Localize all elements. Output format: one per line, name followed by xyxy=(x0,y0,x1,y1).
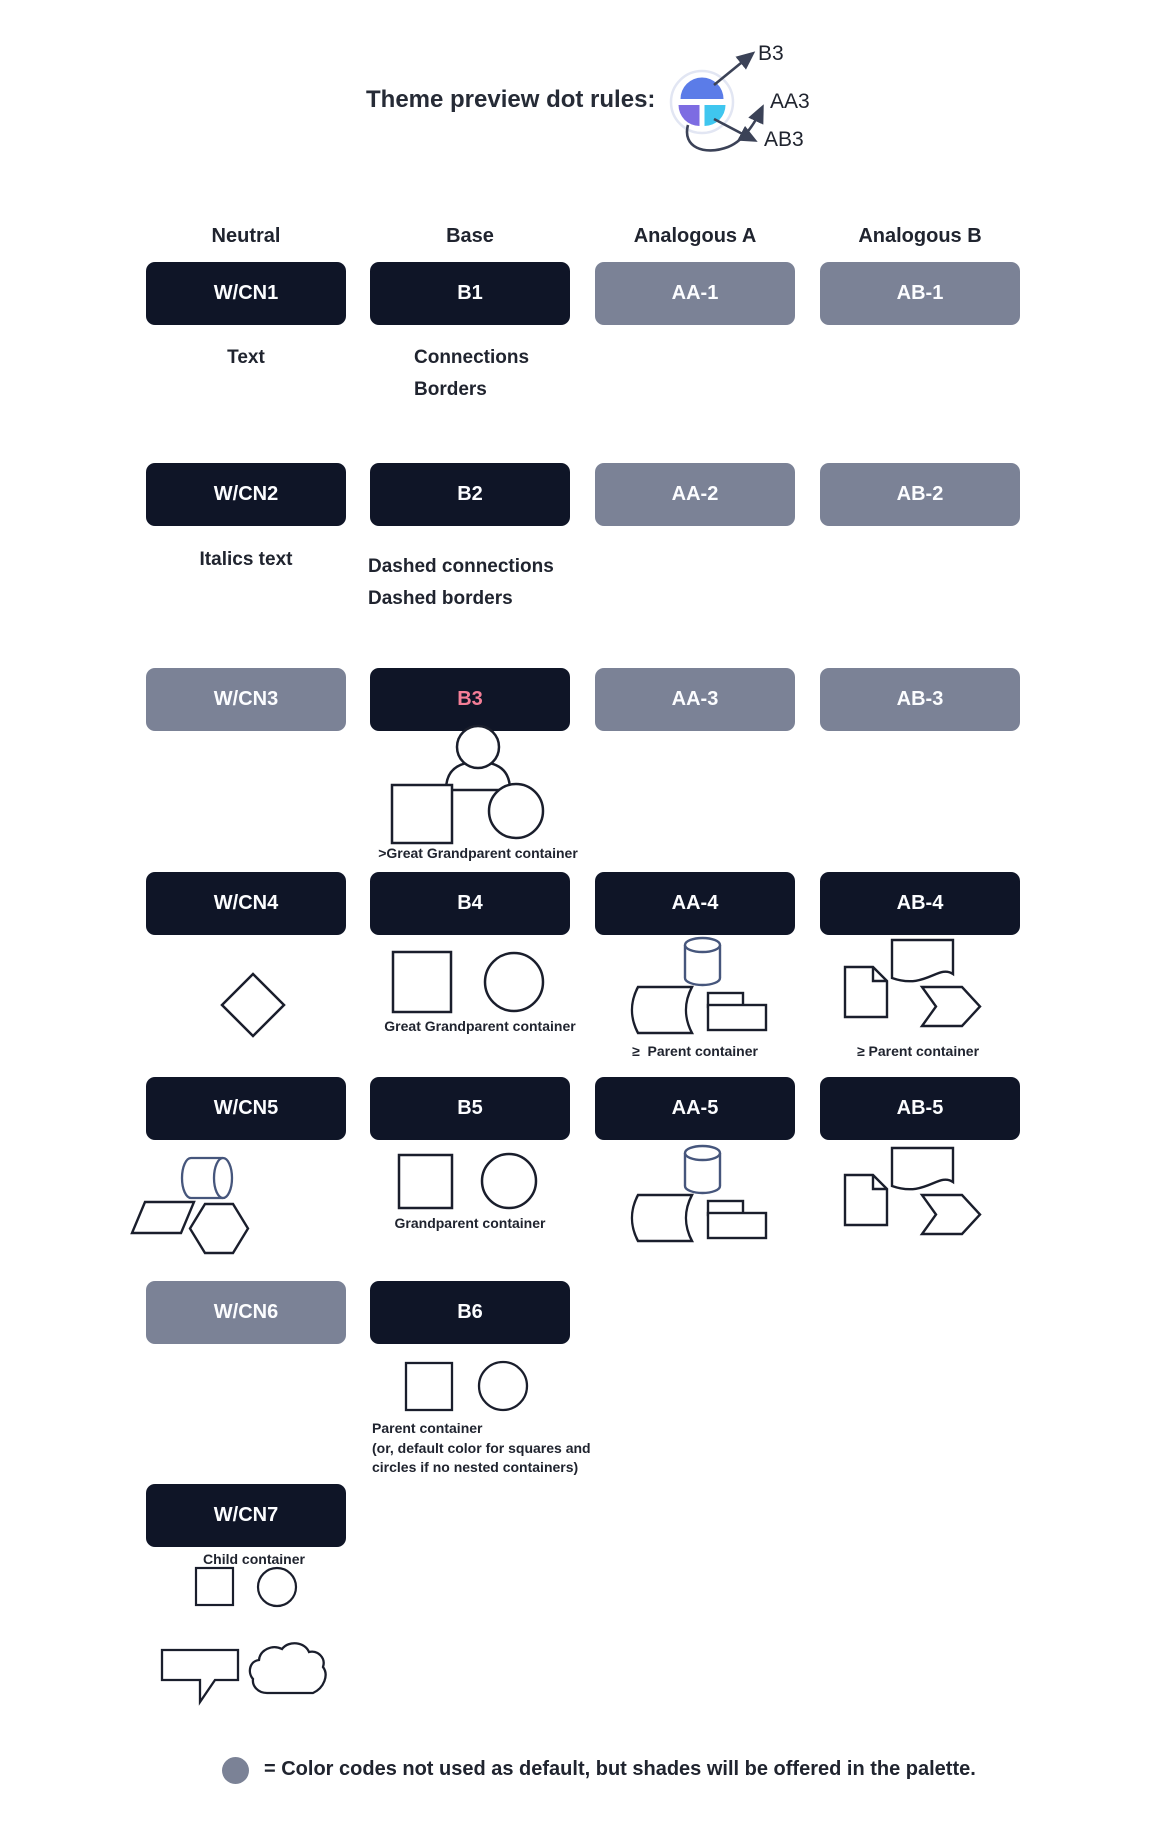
swatch-aa2-label: AA-2 xyxy=(671,483,719,505)
swatch-b4 xyxy=(370,872,570,935)
swatch-wcn7-label: W/CN7 xyxy=(213,1504,279,1526)
swatch-ab3-label: AB-3 xyxy=(896,688,944,710)
swatch-b3-label: B3 xyxy=(457,688,483,710)
swatch-wcn2 xyxy=(146,463,346,526)
swatch-wcn6 xyxy=(146,1281,346,1344)
caption-parent-aa4: ≥ Parent container xyxy=(632,1043,758,1059)
swatch-wcn3 xyxy=(146,668,346,731)
swatch-b6-label: B6 xyxy=(457,1301,483,1323)
page-title: Theme preview dot rules: xyxy=(366,86,656,113)
swatch-ab1 xyxy=(820,262,1020,325)
swatch-wcn5 xyxy=(146,1077,346,1140)
caption-great-grandparent-b3: >Great Grandparent container xyxy=(378,845,578,861)
swatch-aa5 xyxy=(595,1077,795,1140)
hexagon-icon xyxy=(190,1204,248,1253)
swatch-ab5 xyxy=(820,1077,1020,1140)
swatch-wcn3-label: W/CN3 xyxy=(213,688,279,710)
document-icon xyxy=(892,940,953,981)
swatch-aa1-label: AA-1 xyxy=(671,282,719,304)
square-icon xyxy=(393,952,451,1012)
swatch-wcn1 xyxy=(146,262,346,325)
swatch-ab3 xyxy=(820,668,1020,731)
swatch-aa4 xyxy=(595,872,795,935)
circle-icon xyxy=(258,1568,296,1606)
swatch-b1 xyxy=(370,262,570,325)
chevron-icon xyxy=(922,1195,980,1234)
swatch-b3 xyxy=(370,668,570,731)
caption-borders: Borders xyxy=(414,379,487,400)
swatch-wcn1-label: W/CN1 xyxy=(213,282,279,304)
wcn4-diamond-icon xyxy=(218,970,288,1040)
cylinder-top-icon xyxy=(685,938,720,952)
speech-bubble-icon xyxy=(162,1650,238,1702)
caption-parent-b6-line1: Parent container xyxy=(372,1420,483,1436)
b3-shapes xyxy=(378,724,563,849)
column-header-analogous-b: Analogous B xyxy=(858,225,982,247)
swatch-ab4 xyxy=(820,872,1020,935)
dot-label-aa3: AA3 xyxy=(770,90,810,113)
column-header-analogous-a: Analogous A xyxy=(633,225,757,247)
b6-shapes xyxy=(400,1357,535,1415)
swatch-wcn7 xyxy=(146,1484,346,1547)
wcn7-bubble-cloud-shapes xyxy=(155,1633,340,1708)
person-head-icon xyxy=(457,726,499,768)
swatch-ab4-label: AB-4 xyxy=(896,892,944,914)
swatch-b6 xyxy=(370,1281,570,1344)
tabbed-rect-icon xyxy=(708,1213,766,1238)
ab5-shapes xyxy=(838,1143,988,1243)
tabbed-rect-icon xyxy=(708,1005,766,1030)
chevron-icon xyxy=(922,987,980,1026)
b4-shapes xyxy=(385,946,550,1018)
circle-icon xyxy=(485,953,543,1011)
caption-parent-b6-line2: (or, default color for squares and xyxy=(372,1440,591,1456)
circle-icon xyxy=(489,784,543,838)
swatch-wcn5-label: W/CN5 xyxy=(213,1097,279,1119)
swatch-aa1 xyxy=(595,262,795,325)
swatch-wcn6-label: W/CN6 xyxy=(213,1301,279,1323)
caption-child-wcn7: Child container xyxy=(203,1551,305,1567)
wcn5-shapes xyxy=(125,1148,255,1258)
aa5-shapes xyxy=(618,1140,773,1245)
caption-great-grandparent-b4: Great Grandparent container xyxy=(384,1018,576,1034)
square-icon xyxy=(406,1363,452,1410)
swatch-aa5-label: AA-5 xyxy=(671,1097,719,1119)
caption-grandparent-b5: Grandparent container xyxy=(394,1215,546,1231)
square-icon xyxy=(392,785,452,843)
page-icon xyxy=(845,1175,887,1225)
legend-gray-dot-icon xyxy=(222,1757,249,1784)
parallelogram-icon xyxy=(132,1202,194,1233)
swatch-ab1-label: AB-1 xyxy=(896,282,944,304)
horizontal-cylinder-end-icon xyxy=(214,1158,232,1198)
wcn7-shapes xyxy=(190,1564,305,1610)
b5-shapes xyxy=(392,1150,542,1212)
legend-text: = Color codes not used as default, but shades will be offered in the palette. xyxy=(264,1758,976,1780)
document-icon xyxy=(892,1148,953,1189)
caption-text: Text xyxy=(227,347,265,368)
theme-preview-dot-icon xyxy=(640,25,840,165)
arrow-to-b3 xyxy=(714,54,752,85)
circle-icon xyxy=(482,1154,536,1208)
swatch-wcn4-label: W/CN4 xyxy=(213,892,279,914)
stored-data-icon xyxy=(632,987,692,1033)
swatch-ab5-label: AB-5 xyxy=(896,1097,944,1119)
swatch-b1-label: B1 xyxy=(457,282,483,304)
square-icon xyxy=(196,1568,233,1605)
circle-icon xyxy=(479,1362,527,1410)
column-header-base: Base xyxy=(446,225,494,247)
swatch-ab2 xyxy=(820,463,1020,526)
caption-dashed-connections: Dashed connections xyxy=(368,556,554,577)
swatch-b2 xyxy=(370,463,570,526)
caption-italics-text: Italics text xyxy=(199,549,293,570)
swatch-b2-label: B2 xyxy=(457,483,483,505)
swatch-aa3-label: AA-3 xyxy=(671,688,719,710)
cylinder-top-icon xyxy=(685,1146,720,1160)
swatch-aa4-label: AA-4 xyxy=(671,892,719,914)
dot-label-ab3: AB3 xyxy=(764,128,804,151)
page-icon xyxy=(845,967,887,1017)
square-icon xyxy=(399,1155,452,1208)
cloud-icon xyxy=(250,1643,326,1693)
ab4-shapes xyxy=(838,935,988,1035)
stored-data-icon xyxy=(632,1195,692,1241)
caption-parent-ab4: ≥ Parent container xyxy=(856,1043,980,1059)
swatch-b5-label: B5 xyxy=(457,1097,483,1119)
dot-label-b3: B3 xyxy=(758,42,784,65)
caption-parent-b6-line3: circles if no nested containers) xyxy=(372,1459,579,1475)
column-header-neutral: Neutral xyxy=(211,225,281,247)
swatch-aa2 xyxy=(595,463,795,526)
swatch-b4-label: B4 xyxy=(457,892,483,914)
swatch-b5 xyxy=(370,1077,570,1140)
caption-dashed-borders: Dashed borders xyxy=(368,588,513,609)
swatch-ab2-label: AB-2 xyxy=(896,483,944,505)
swatch-aa3 xyxy=(595,668,795,731)
caption-connections: Connections xyxy=(414,347,530,368)
aa4-shapes xyxy=(618,932,773,1037)
swatch-wcn4 xyxy=(146,872,346,935)
swatch-wcn2-label: W/CN2 xyxy=(213,483,279,505)
